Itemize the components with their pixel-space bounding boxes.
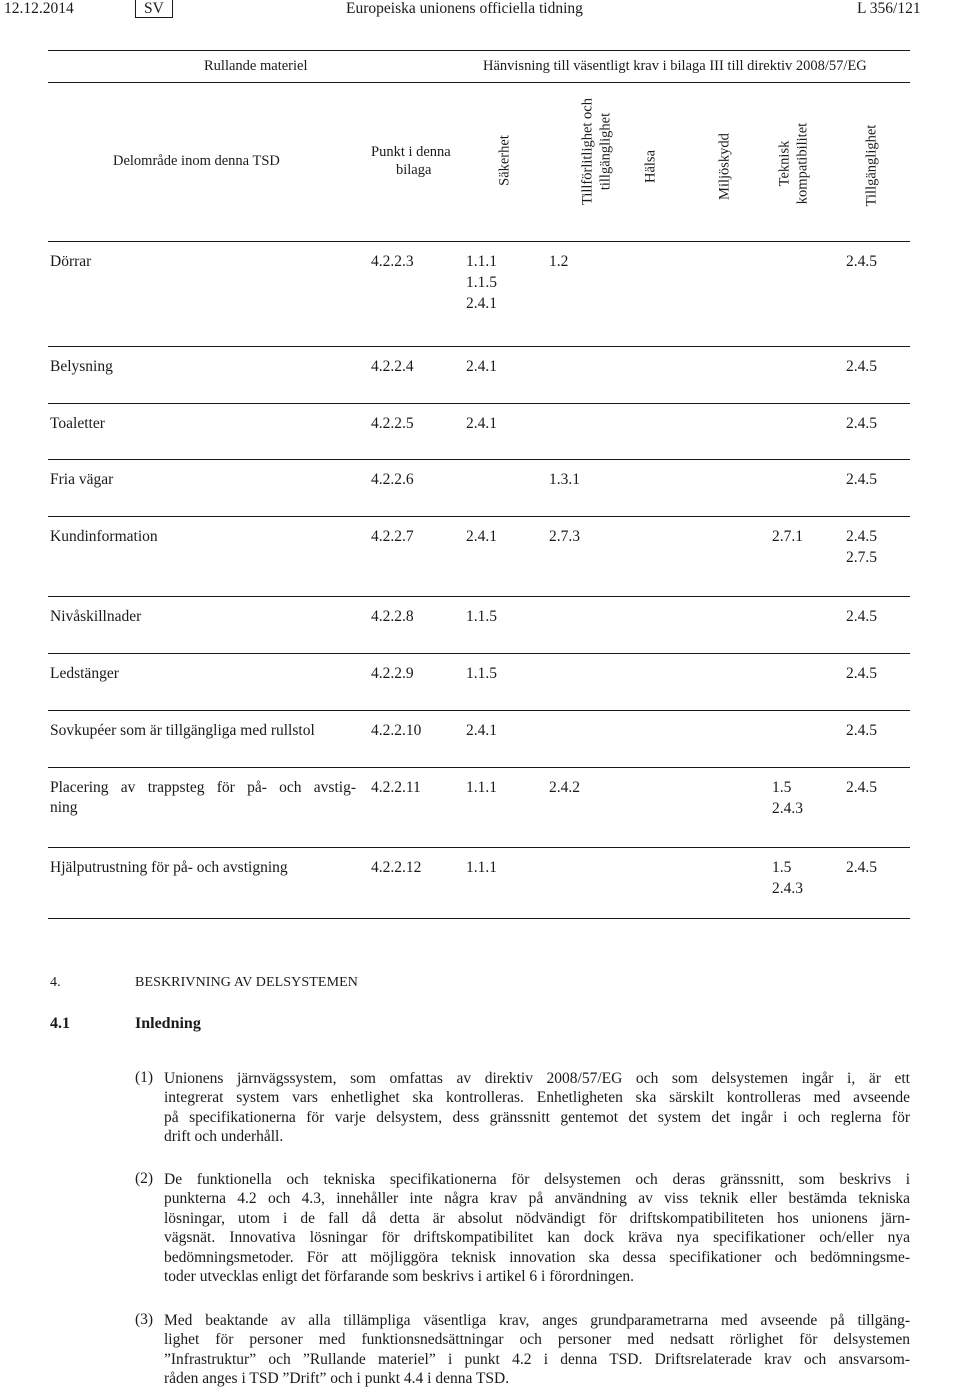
row-label-line2: ning bbox=[50, 799, 78, 816]
journal-title: Europeiska unionens officiella tidning bbox=[346, 0, 583, 17]
paragraph-line: De funktionella och tekniska specifikationerna för delsystemen och deras gränssnitt, som beskrivs i bbox=[164, 1171, 910, 1188]
cell-acc: 2.4.5 bbox=[846, 722, 877, 739]
cell-tek: 1.5 bbox=[772, 779, 792, 796]
cell-tek: 1.5 bbox=[772, 859, 792, 876]
cell-acc: 2.4.5 bbox=[846, 665, 877, 682]
table-bottom-rule bbox=[48, 918, 910, 919]
group-header-rullande: Rullande materiel bbox=[204, 58, 308, 74]
col-header-tillforlitlighet-line1: Tillförlitlighet och bbox=[579, 98, 596, 206]
paragraph-line: vägsnät. Innovativa lösningar för driftskompatibilitet kan dock kräva nya specifikationer och/eller nya bbox=[164, 1229, 910, 1247]
row-divider bbox=[48, 653, 910, 654]
col-header-miljoskydd: Miljöskydd bbox=[716, 133, 733, 200]
cell-acc: 2.4.5 bbox=[846, 253, 877, 270]
paragraph-line: toder utvecklas enligt det förfarande som beskrivs i artikel 6 i förordningen. bbox=[164, 1268, 635, 1285]
col-header-tillforlitlighet-line2: tillgänglighet bbox=[597, 112, 614, 191]
cell-punkt: 4.2.2.4 bbox=[371, 358, 414, 375]
cell-acc: 2.4.5 bbox=[846, 779, 877, 796]
cell-tek: 2.7.1 bbox=[772, 528, 803, 545]
paragraph-line: Med beaktande av alla tillämpliga väsentliga krav, anges grundparametrarna med avseende på tillgäng- bbox=[164, 1312, 910, 1329]
paragraph-number: (1) bbox=[135, 1069, 154, 1086]
cell-till: 2.4.2 bbox=[549, 779, 580, 796]
row-label-line1: Placering av trappsteg för på- och avstig- bbox=[50, 779, 356, 796]
row-label: Dörrar bbox=[50, 253, 92, 270]
cell-till: 1.2 bbox=[549, 253, 569, 270]
col-header-sakerhet: Säkerhet bbox=[496, 135, 513, 186]
paragraph-line: lösningar, utom i de fall då detta är absolut nödvändigt för driftskompatibiliteten hos unionens järn- bbox=[164, 1209, 910, 1227]
cell-acc: 2.4.5 bbox=[846, 608, 877, 625]
cell-sak: 1.1.1 bbox=[466, 253, 497, 270]
cell-punkt: 4.2.2.6 bbox=[371, 471, 414, 488]
cell-acc: 2.4.5 bbox=[846, 859, 877, 876]
cell-sak: 1.1.1 bbox=[466, 779, 497, 796]
paragraph-line: lighet för personer med funktionsnedsättningar och personer med nedsatt rörlighet för delsystemen bbox=[164, 1331, 910, 1349]
cell-till: 2.7.3 bbox=[549, 528, 580, 545]
cell-sak: 2.4.1 bbox=[466, 295, 497, 312]
paragraph-line: på specifikationerna för varje delsystem, dess gränssnitt gentemot det system det ingår i och reglerna för bbox=[164, 1108, 910, 1126]
subsection-title: Inledning bbox=[135, 1015, 201, 1032]
row-divider bbox=[48, 403, 910, 404]
cell-acc: 2.7.5 bbox=[846, 549, 877, 566]
cell-punkt: 4.2.2.9 bbox=[371, 665, 414, 682]
row-label: Toaletter bbox=[50, 415, 105, 432]
paragraph-line: råden anges i TSD ”Drift” och i punkt 4.4 i denna TSD. bbox=[164, 1370, 510, 1388]
row-divider bbox=[48, 459, 910, 460]
cell-sak: 2.4.1 bbox=[466, 528, 497, 545]
paragraph-line: bedömningsmetoder. För att möjliggöra teknisk innovation ska dessa specifikationer och bedömningsme- bbox=[164, 1248, 910, 1266]
header-date: 12.12.2014 bbox=[4, 0, 74, 17]
col-header-delomrade: Delområde inom denna TSD bbox=[113, 153, 280, 169]
row-divider bbox=[48, 596, 910, 597]
row-divider bbox=[48, 346, 910, 347]
row-label: Hjälputrustning för på- och avstigning bbox=[50, 859, 288, 876]
section-number: 4. bbox=[50, 975, 61, 990]
col-header-halsa: Hälsa bbox=[642, 150, 659, 184]
row-label: Fria vägar bbox=[50, 471, 114, 488]
col-header-tillganglighet: Tillgänglighet bbox=[863, 124, 880, 207]
row-label: Nivåskillnader bbox=[50, 608, 142, 625]
section-title: BESKRIVNING AV DELSYSTEMEN bbox=[135, 975, 358, 990]
row-label: Kundinformation bbox=[50, 528, 158, 545]
cell-acc: 2.4.5 bbox=[846, 471, 877, 488]
row-divider bbox=[48, 516, 910, 517]
row-divider bbox=[48, 847, 910, 848]
cell-acc: 2.4.5 bbox=[846, 358, 877, 375]
col-header-punkt-line1: Punkt i denna bbox=[371, 144, 451, 160]
cell-sak: 1.1.5 bbox=[466, 608, 497, 625]
cell-sak: 1.1.5 bbox=[466, 274, 497, 291]
cell-punkt: 4.2.2.3 bbox=[371, 253, 414, 270]
paragraph-line: punkterna 4.2 och 4.3, innehåller inte några krav på användning av viss teknik eller bestämda tekniska bbox=[164, 1190, 910, 1208]
paragraph-number: (2) bbox=[135, 1170, 154, 1187]
group-header-hanvisning: Hänvisning till väsentligt krav i bilaga III till direktiv 2008/57/EG bbox=[483, 58, 867, 74]
row-label: Ledstänger bbox=[50, 665, 119, 682]
row-divider bbox=[48, 710, 910, 711]
paragraph-line: Unionens järnvägssystem, som omfattas av direktiv 2008/57/EG och som delsystemen ingår i, är ett bbox=[164, 1070, 910, 1087]
col-header-teknisk-line2: kompatibilitet bbox=[794, 122, 811, 205]
cell-tek: 2.4.3 bbox=[772, 880, 803, 897]
cell-sak: 2.4.1 bbox=[466, 415, 497, 432]
table-top-rule bbox=[48, 50, 910, 51]
cell-acc: 2.4.5 bbox=[846, 415, 877, 432]
cell-punkt: 4.2.2.8 bbox=[371, 608, 414, 625]
col-header-teknisk-line1: Teknisk bbox=[776, 140, 793, 187]
cell-sak: 2.4.1 bbox=[466, 358, 497, 375]
column-header-rule bbox=[48, 241, 910, 242]
col-header-punkt-line2: bilaga bbox=[396, 162, 432, 178]
subsection-number: 4.1 bbox=[50, 1015, 70, 1032]
cell-acc: 2.4.5 bbox=[846, 528, 877, 545]
language-badge bbox=[135, 0, 173, 18]
row-label: Sovkupéer som är tillgängliga med rullstol bbox=[50, 722, 315, 739]
paragraph-line: integrerat system vars enhetlighet ska kontrolleras. Enhetligheten ska särskilt kontrolleras med avseende bbox=[164, 1089, 910, 1107]
row-divider bbox=[48, 767, 910, 768]
paragraph-line: drift och underhåll. bbox=[164, 1128, 284, 1146]
cell-punkt: 4.2.2.5 bbox=[371, 415, 414, 432]
cell-punkt: 4.2.2.10 bbox=[371, 722, 422, 739]
cell-sak: 2.4.1 bbox=[466, 722, 497, 739]
cell-punkt: 4.2.2.7 bbox=[371, 528, 414, 545]
cell-sak: 1.1.5 bbox=[466, 665, 497, 682]
paragraph-line: ”Infrastruktur” och ”Rullande materiel” i punkt 4.2 i denna TSD. Driftsrelaterade krav och ansvarsom- bbox=[164, 1350, 910, 1368]
cell-punkt: 4.2.2.11 bbox=[371, 779, 421, 796]
row-label: Belysning bbox=[50, 358, 113, 375]
page-reference: L 356/121 bbox=[857, 0, 921, 17]
cell-tek: 2.4.3 bbox=[772, 800, 803, 817]
cell-sak: 1.1.1 bbox=[466, 859, 497, 876]
cell-till: 1.3.1 bbox=[549, 471, 580, 488]
group-header-rule bbox=[48, 82, 910, 83]
language-code: SV bbox=[135, 0, 173, 18]
cell-punkt: 4.2.2.12 bbox=[371, 859, 422, 876]
paragraph-number: (3) bbox=[135, 1311, 154, 1328]
